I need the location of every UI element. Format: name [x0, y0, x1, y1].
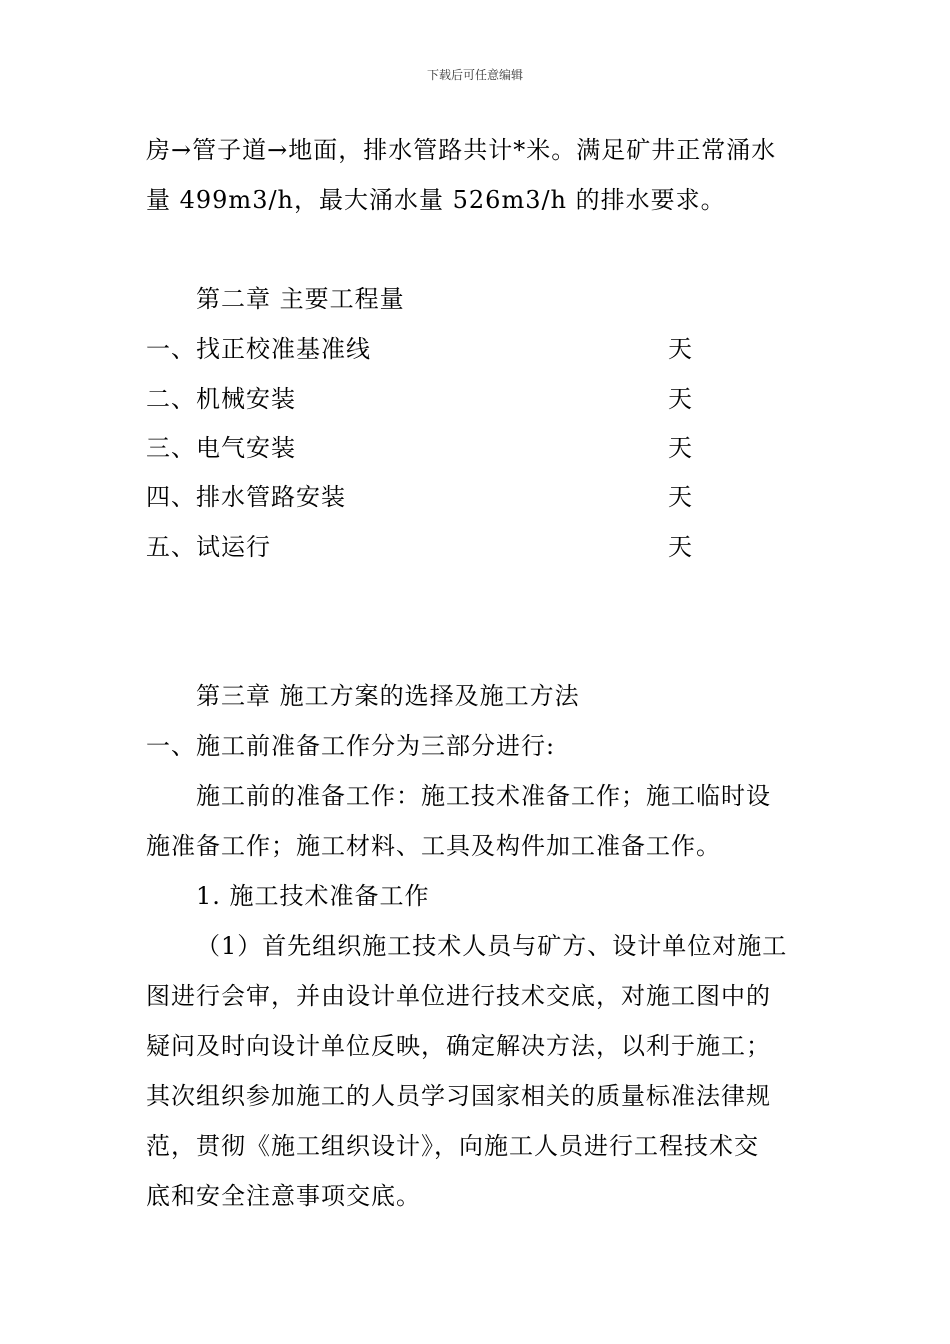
chapter2-title: 第二章 主要工程量 — [196, 285, 405, 313]
work-item-unit: 天 — [668, 385, 692, 413]
work-item-label: 三、电气安装 — [146, 434, 296, 462]
para2-line: 疑问及时向设计单位反映，确定解决方法，以利于施工； — [146, 1032, 771, 1060]
para1-line-1: 施工前的准备工作：施工技术准备工作；施工临时设 — [196, 782, 771, 810]
para2-line: 底和安全注意事项交底。 — [146, 1182, 421, 1210]
work-item-label: 五、试运行 — [146, 533, 271, 561]
intro-line-1: 房→管子道→地面，排水管路共计*米。满足矿井正常涌水 — [146, 136, 777, 164]
para1-line-2: 施准备工作；施工材料、工具及构件加工准备工作。 — [146, 832, 721, 860]
chapter3-title: 第三章 施工方案的选择及施工方法 — [196, 682, 580, 710]
para2-line: 范，贯彻《施工组织设计》，向施工人员进行工程技术交 — [146, 1132, 759, 1160]
work-item-unit: 天 — [668, 335, 692, 363]
work-item-unit: 天 — [668, 483, 692, 511]
work-item-unit: 天 — [668, 434, 692, 462]
para2-line: 其次组织参加施工的人员学习国家相关的质量标准法律规 — [146, 1082, 771, 1110]
work-item-label: 一、找正校准基准线 — [146, 335, 371, 363]
para2-line: （1）首先组织施工技术人员与矿方、设计单位对施工 — [196, 932, 788, 960]
sub1-title: 1. 施工技术准备工作 — [196, 882, 430, 910]
section1-title: 一、施工前准备工作分为三部分进行: — [146, 732, 556, 760]
header-note: 下载后可任意编辑 — [426, 68, 523, 82]
work-item-label: 二、机械安装 — [146, 385, 296, 413]
work-item-unit: 天 — [668, 533, 692, 561]
intro-line-2: 量 499m3/h，最大涌水量 526m3/h 的排水要求。 — [146, 186, 726, 214]
work-item-label: 四、排水管路安装 — [146, 483, 346, 511]
para2-line: 图进行会审，并由设计单位进行技术交底，对施工图中的 — [146, 982, 771, 1010]
